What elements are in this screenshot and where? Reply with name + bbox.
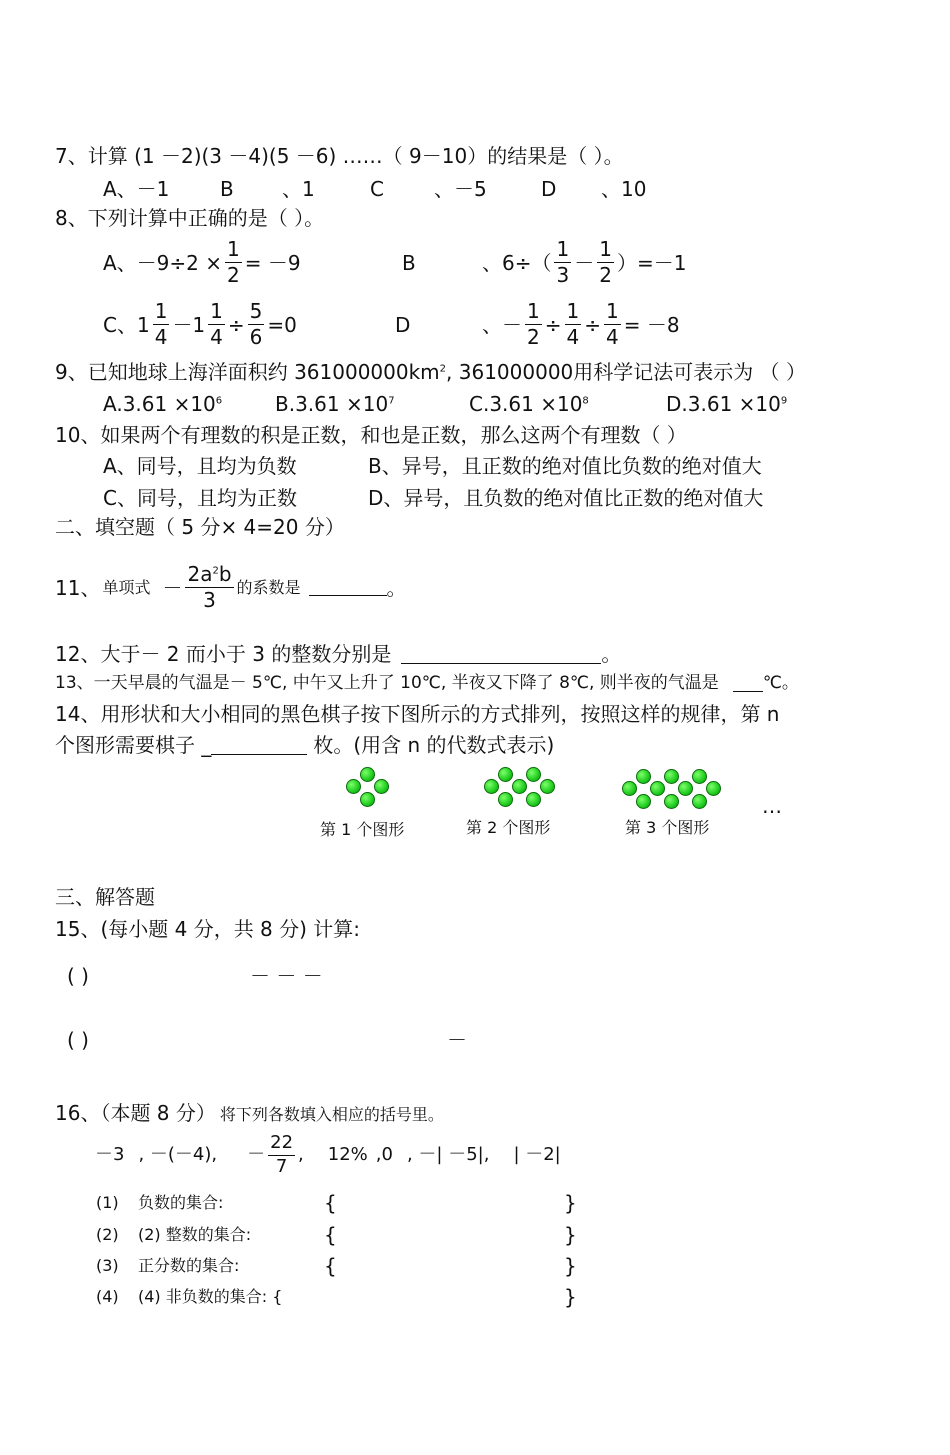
set-item-3-open-brace: { xyxy=(324,1254,337,1278)
section-2-heading: 二、填空题（ 5 分× 4=20 分） xyxy=(55,515,345,539)
q10-option-c: C、同号，且均为正数 xyxy=(103,486,297,510)
set-item-2-label: (2) 整数的集合: xyxy=(138,1225,252,1244)
q9-stem: 9、已知地球上海洋面积约 $361000000km^2$, 361000000用科学记法可表示为 （ ） xyxy=(55,360,806,384)
q16-stem: 16、（本题 8 分） 将下列各数填入相应的括号里。 xyxy=(55,1101,444,1125)
set-item-3-label: 正分数的集合: xyxy=(138,1256,240,1275)
set-item-3-number: (3) xyxy=(96,1256,119,1275)
q7-option-a: A、－1 xyxy=(103,177,170,201)
figure-2-caption: 第 2 个图形 xyxy=(466,818,551,837)
q7-option-d-value: 、10 xyxy=(601,177,647,201)
q8-option-d: 、－ $\frac{1}{2}$ ÷ $\frac{1}{4}$ ÷ $\frac{1}{4}$ = －8 xyxy=(482,299,680,349)
q8-option-d-letter: D xyxy=(395,313,411,337)
dot xyxy=(498,792,513,807)
dot xyxy=(706,781,721,796)
dot xyxy=(664,769,679,784)
dot xyxy=(484,779,499,794)
dot xyxy=(692,794,707,809)
q14-answer-blank xyxy=(211,734,307,755)
fraction: $\frac{2a^2b}{3}$ xyxy=(187,562,232,612)
q13-answer-blank xyxy=(733,675,763,692)
q9-option-c: $C.3.61 \times 10^8$ xyxy=(469,392,589,416)
section-3-heading: 三、解答题 xyxy=(55,885,155,909)
figure-ellipsis: … xyxy=(762,794,782,818)
q9-option-a: $A.3.61 \times 10^6$ xyxy=(103,392,223,416)
q7-option-c-letter: C xyxy=(370,177,384,201)
q15-part-2-operators: － xyxy=(447,1028,467,1052)
q8-option-b-letter: B xyxy=(402,251,416,275)
q8-option-a: A、－9÷2 × $\frac{1}{2}$ = －9 xyxy=(103,237,301,287)
q7-option-d-letter: D xyxy=(541,177,557,201)
q13: 13、一天早晨的气温是－ 5℃, 中午又上升了 10℃, 半夜又下降了 8℃, 则半夜的气温是 ℃。 xyxy=(55,673,799,693)
set-item-4-number: (4) xyxy=(96,1287,119,1306)
fraction: $\frac{1}{4}$ xyxy=(154,299,168,349)
q15-stem: 15、(每小题 4 分，共 8 分) 计算: xyxy=(55,917,361,941)
dot xyxy=(540,779,555,794)
q8-option-b: 、6÷（ $\frac{1}{3}$ － $\frac{1}{2}$ ）=－1 xyxy=(482,237,687,287)
q16-numbers: －3 , －(－4), － $\frac{22}{7}$ , 12% ,0 , －| －5|, | －2| xyxy=(95,1132,561,1177)
figure-1-caption: 第 1 个图形 xyxy=(320,820,405,839)
dot xyxy=(512,779,527,794)
fraction: $\frac{1}{2}$ xyxy=(227,237,240,287)
q9-option-d: $D.3.61 \times 10^9$ xyxy=(666,392,788,416)
fraction: $\frac{1}{4}$ xyxy=(210,299,223,349)
q14-line2: 个图形需要棋子 _ 枚。(用含 n 的代数式表示) xyxy=(55,733,555,757)
dot xyxy=(526,792,541,807)
q7-option-c-value: 、－5 xyxy=(434,177,487,201)
q10-option-b: B、异号，且正数的绝对值比负数的绝对值大 xyxy=(368,454,762,478)
dot xyxy=(650,781,665,796)
q8-stem: 8、下列计算中正确的是（ ）。 xyxy=(55,206,325,230)
q10-stem: 10、如果两个有理数的积是正数，和也是正数，那么这两个有理数（ ） xyxy=(55,423,687,447)
set-item-2-close-brace: } xyxy=(564,1223,577,1247)
dot xyxy=(346,779,361,794)
q15-part-1-operators: － － － xyxy=(250,964,323,988)
q10-option-a: A、同号，且均为负数 xyxy=(103,454,297,478)
set-item-4-label: (4) 非负数的集合: { xyxy=(138,1287,283,1306)
fraction: $\frac{1}{4}$ xyxy=(606,299,619,349)
dot xyxy=(498,767,513,782)
q15-part-1: ( ) xyxy=(67,964,89,988)
q8-option-c: C、1 $\frac{1}{4}$ －1 $\frac{1}{4}$ ÷ $\frac{5}{6}$ =0 xyxy=(103,299,297,349)
fraction: $\frac{22}{7}$ xyxy=(270,1132,294,1177)
fraction: $\frac{1}{2}$ xyxy=(527,299,540,349)
set-item-4-close-brace: } xyxy=(564,1285,577,1309)
q7-option-b-value: 、1 xyxy=(282,177,315,201)
set-item-1-number: (1) xyxy=(96,1193,119,1212)
dot xyxy=(664,794,679,809)
dot xyxy=(526,767,541,782)
fraction: $\frac{5}{6}$ xyxy=(249,299,263,349)
set-item-2-number: (2) xyxy=(96,1225,119,1244)
q11: 11、 单项式 － $\frac{2a^2b}{3}$ 的系数是 。 xyxy=(55,562,407,612)
dot xyxy=(622,781,637,796)
q7-option-b-letter: B xyxy=(220,177,234,201)
dot xyxy=(374,779,389,794)
fraction: $\frac{1}{3}$ xyxy=(556,237,570,287)
dot xyxy=(360,767,375,782)
q12-answer-blank xyxy=(401,643,601,664)
dot xyxy=(636,794,651,809)
set-item-1-close-brace: } xyxy=(564,1191,577,1215)
q12: 12、大于－ 2 而小于 3 的整数分别是 。 xyxy=(55,642,622,666)
q11-answer-blank xyxy=(309,579,387,596)
fraction: $\frac{1}{4}$ xyxy=(566,299,580,349)
set-item-1-label: 负数的集合: xyxy=(138,1193,224,1212)
set-item-1-open-brace: { xyxy=(324,1191,337,1215)
q14-line1: 14、用形状和大小相同的黑色棋子按下图所示的方式排列，按照这样的规律，第 n xyxy=(55,702,780,726)
dot xyxy=(636,769,651,784)
q7-stem: 7、计算 (1 －2)(3 －4)(5 －6) ……（ 9－10）的结果是（ ）。 xyxy=(55,144,624,168)
set-item-3-close-brace: } xyxy=(564,1254,577,1278)
dot xyxy=(678,781,693,796)
q9-option-b: $B.3.61 \times 10^7$ xyxy=(275,392,395,416)
figure-3-caption: 第 3 个图形 xyxy=(625,818,710,837)
dot xyxy=(360,792,375,807)
q10-option-d: D、异号，且负数的绝对值比正数的绝对值大 xyxy=(368,486,764,510)
dot xyxy=(692,769,707,784)
set-item-2-open-brace: { xyxy=(324,1223,337,1247)
fraction: $\frac{1}{2}$ xyxy=(599,237,612,287)
q15-part-2: ( ) xyxy=(67,1028,89,1052)
